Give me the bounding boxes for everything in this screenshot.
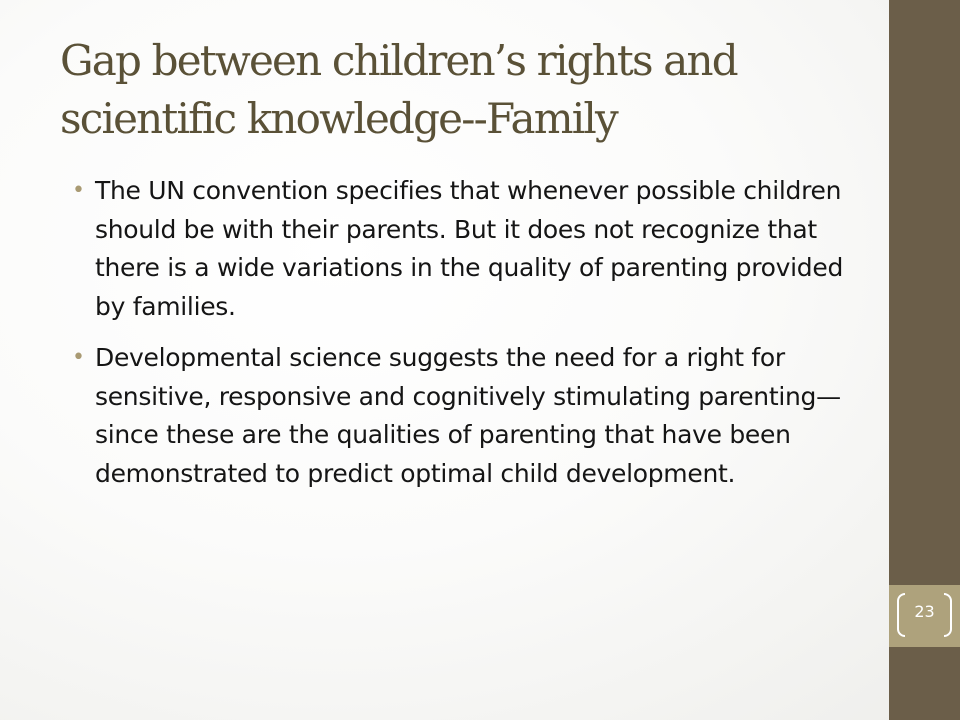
bullet-text: Developmental science suggests the need for a right for sensitive, responsive and cognitively stimulating parenting—since these are the qualities of parenting that have been demonstrated to predict optimal child development. [95, 343, 841, 488]
bullet-text: The UN convention specifies that whenever possible children should be with their parents. But it does not recognize that there is a wide variations in the quality of parenting provided by families. [95, 176, 844, 321]
bullet-item [72, 172, 862, 326]
bullet-item [72, 339, 862, 493]
page-number: 23 [914, 602, 935, 621]
bullet-list [72, 172, 862, 506]
bullet-dot-icon: • [72, 178, 85, 203]
page-number-badge [889, 585, 960, 647]
bullet-dot-icon: • [72, 345, 85, 370]
slide-title: Gap between children’s rights and scientific knowledge--Family [60, 36, 737, 143]
